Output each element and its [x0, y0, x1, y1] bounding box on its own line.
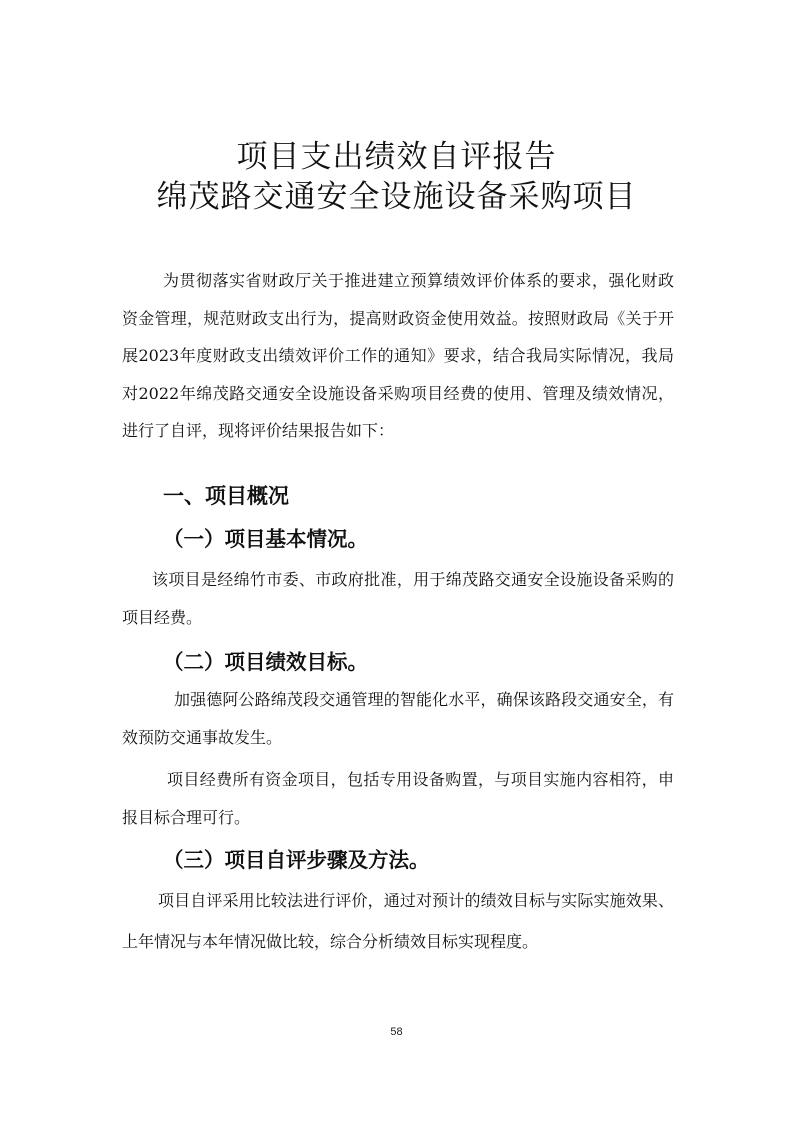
subsection-heading-basic-info: （一）项目基本情况。	[163, 527, 368, 551]
performance-goals-paragraph-2: 项目经费所有资金项目，包括专用设备购置，与项目实施内容相符，申报目标合理可行。	[122, 770, 674, 827]
intro-paragraph: 为贯彻落实省财政厅关于推进建立预算绩效评价体系的要求，强化财政资金管理，规范财政支出行为，提高财政资金使用效益。按照财政局《关于开展2023年度财政支出绩效评价工作的通知》要求，结合我局实际情况，我局对2022年绵茂路交通安全设施设备采购项目经费的使用、管理及绩效情况，进行了自评，现将评价结果报告如下：	[122, 271, 674, 440]
project-title: 绵茂路交通安全设施设备采购项目	[156, 179, 637, 215]
basic-info-paragraph: 该项目是经绵竹市委、市政府批准，用于绵茂路交通安全设施设备采购的项目经费。	[122, 570, 674, 627]
subsection-heading-performance-goals: （二）项目绩效目标。	[163, 650, 368, 674]
subsection-heading-evaluation-method: （三）项目自评步骤及方法。	[163, 848, 430, 872]
report-title: 项目支出绩效自评报告	[236, 139, 557, 175]
section-heading-overview: 一、项目概况	[163, 484, 289, 508]
evaluation-method-paragraph: 项目自评采用比较法进行评价，通过对预计的绩效目标与实际实施效果、上年情况与本年情况做比较，综合分析绩效目标实现程度。	[122, 891, 674, 951]
page-number: 58	[390, 1026, 403, 1038]
performance-goals-paragraph-1: 加强德阿公路绵茂段交通管理的智能化水平，确保该路段交通安全，有效预防交通事故发生。	[122, 690, 674, 747]
